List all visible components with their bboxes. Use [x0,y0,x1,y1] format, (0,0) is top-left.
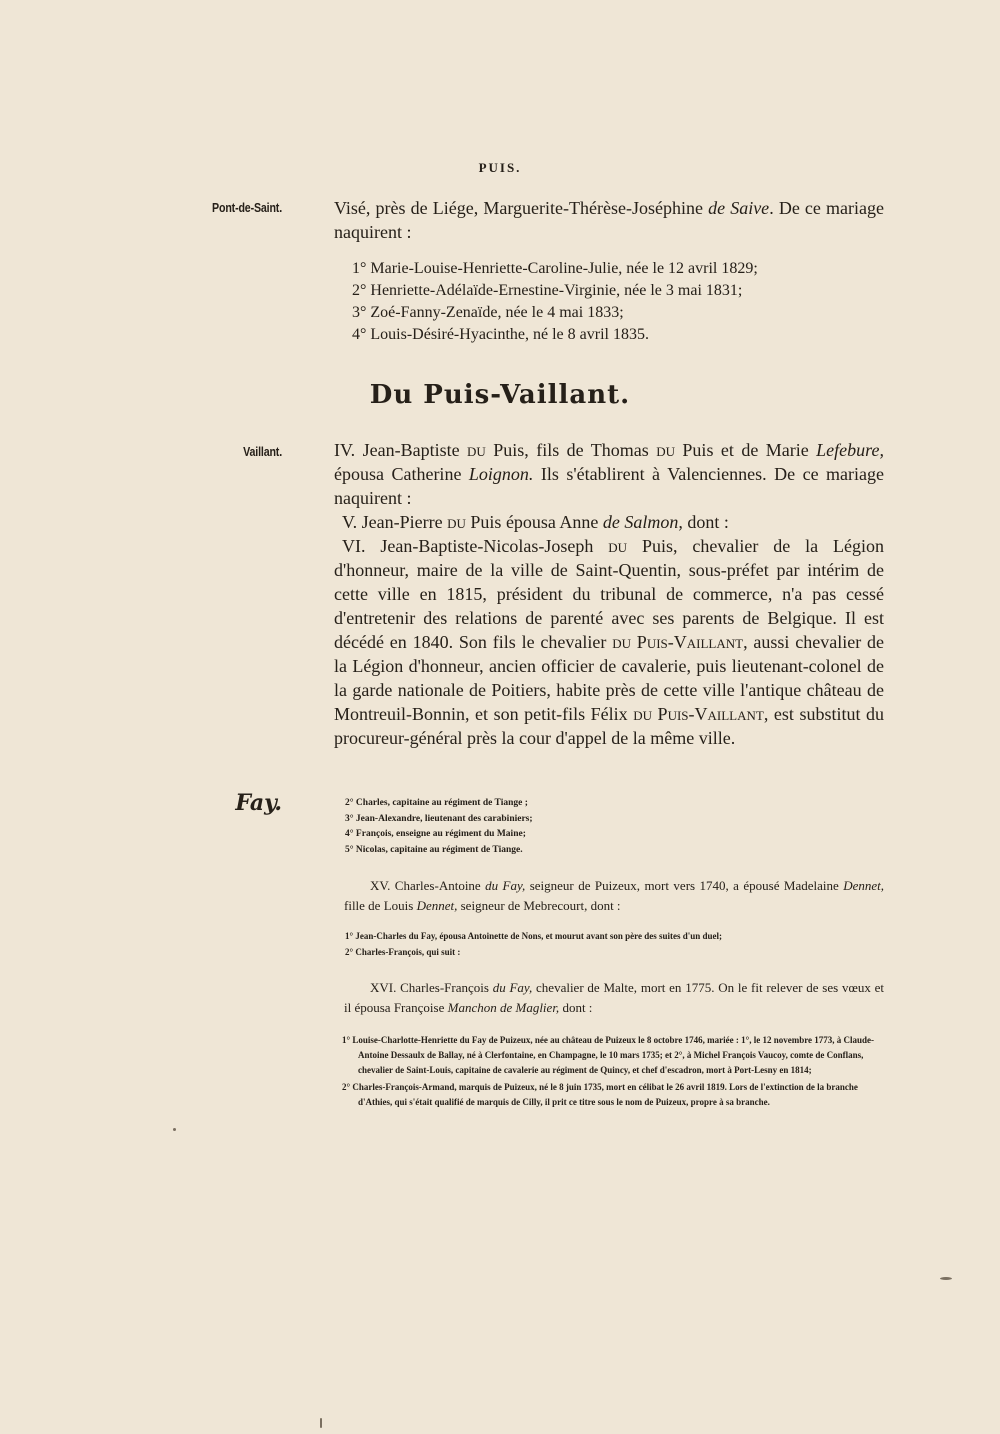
xv-children-list [345,929,885,960]
list-item: 1° Louise-Charlotte-Henriette du Fay de Puizeux, née au château de Puizeux le 8 octobre 1746, mariée : 1°, le 12 novembre 1773, à Claude-Antoine Dessaulx de Ballay, né à Clerfontaine, en Champagne, le 10 mars 1735; et 2°, à Michel François Vaucoy, comte de Conflans, chevalier de Saint-Louis, capitaine de cavalerie au régiment de Quincy, et chef d'escadron, mort à Port-Lesny en 1814; [342,1035,875,1075]
margin-note-pont: Pont-de-Saint. [212,200,282,215]
section-title: Du Puis-Vaillant. [369,380,631,410]
paper-mark [940,1277,952,1280]
paragraph-xv: XV. Charles-Antoine du Fay, seigneur de Puizeux, mort vers 1740, a épousé Madelaine Dennet, fille de Louis Dennet, seigneur de Mebrecourt, dont : [344,878,884,913]
list-item: 4° François, enseigne au régiment du Maine; [345,829,526,839]
paragraph-v: V. Jean-Pierre du Puis épousa Anne de Salmon, dont : [342,512,729,532]
list-item: 2° Charles, capitaine au régiment de Tiange ; [345,798,528,808]
list-item: 2° Charles-François, qui suit : [345,946,461,957]
list-item: 3° Zoé-Fanny-Zenaïde, née le 4 mai 1833; [352,304,624,321]
xvi-children-notes [342,1033,890,1112]
list-item: 3° Jean-Alexandre, lieutenant des carabiniers; [345,813,533,824]
children-list [352,258,792,346]
genealogy-text [334,438,884,750]
list-item: 5° Nicolas, capitaine au régiment de Tiange. [345,844,523,855]
paragraph-iv: IV. Jean-Baptiste du Puis, fils de Thomas du Puis et de Marie Lefebure, épousa Catherine Loignon. Ils s'établirent à Valenciennes. De ce mariage naquirent : [334,440,885,508]
list-item: 1° Jean-Charles du Fay, épousa Antoinette de Nons, et mourut avant son père des suites d'un duel; [345,931,722,941]
paper-mark [173,1128,176,1131]
paragraph-vi: VI. Jean-Baptiste-Nicolas-Joseph du Puis, chevalier de la Légion d'honneur, maire de la ville de Saint-Quentin, sous-préfet par intérim de cette ville en 1815, président du tribunal de commerce, n'a pas cessé d'entretenir des relations de parenté avec ses parents de Belgique. Il est décédé en 1840. Son fils le chevalier du Puis-Vaillant, aussi chevalier de la Légion d'honneur, ancien officier de cavalerie, puis lieutenant-colonel de la garde nationale de Poitiers, habite près de cette ville l'antique château de Montreuil-Bonnin, et son petit-fils Félix du Puis-Vaillant, est substitut du procureur-général près la cour d'appel de la même ville. [334,536,885,748]
margin-note-vaillant: Vaillant. [243,444,282,459]
running-head: PUIS. [478,160,522,175]
paragraph-xvi: XVI. Charles-François du Fay, chevalier de Malte, mort en 1775. On le fit relever de ses vœux et il épousa Françoise Manchon de Maglier, dont : [344,980,884,1015]
list-item: 2° Henriette-Adélaïde-Ernestine-Virginie, née le 3 mai 1831; [352,282,743,299]
list-item: 1° Marie-Louise-Henriette-Caroline-Julie, née le 12 avril 1829; [352,260,758,277]
margin-note-fay: Fay. [235,790,282,816]
fay-children-list [345,796,885,858]
paper-mark [320,1418,322,1428]
paragraph-marriage: Visé, près de Liége, Marguerite-Thérèse-Joséphine de Saive. De ce mariage naquirent : [334,198,884,242]
list-item: 4° Louis-Désiré-Hyacinthe, né le 8 avril 1835. [352,326,649,343]
list-item: 2° Charles-François-Armand, marquis de Puizeux, né le 8 juin 1735, mort en célibat le 26 avril 1819. Lors de l'extinction de la branche d'Athies, qui s'était qualifié de marquis de Cilly, il prit ce titre sous le nom de Puizeux, propre à sa branche. [342,1082,858,1107]
